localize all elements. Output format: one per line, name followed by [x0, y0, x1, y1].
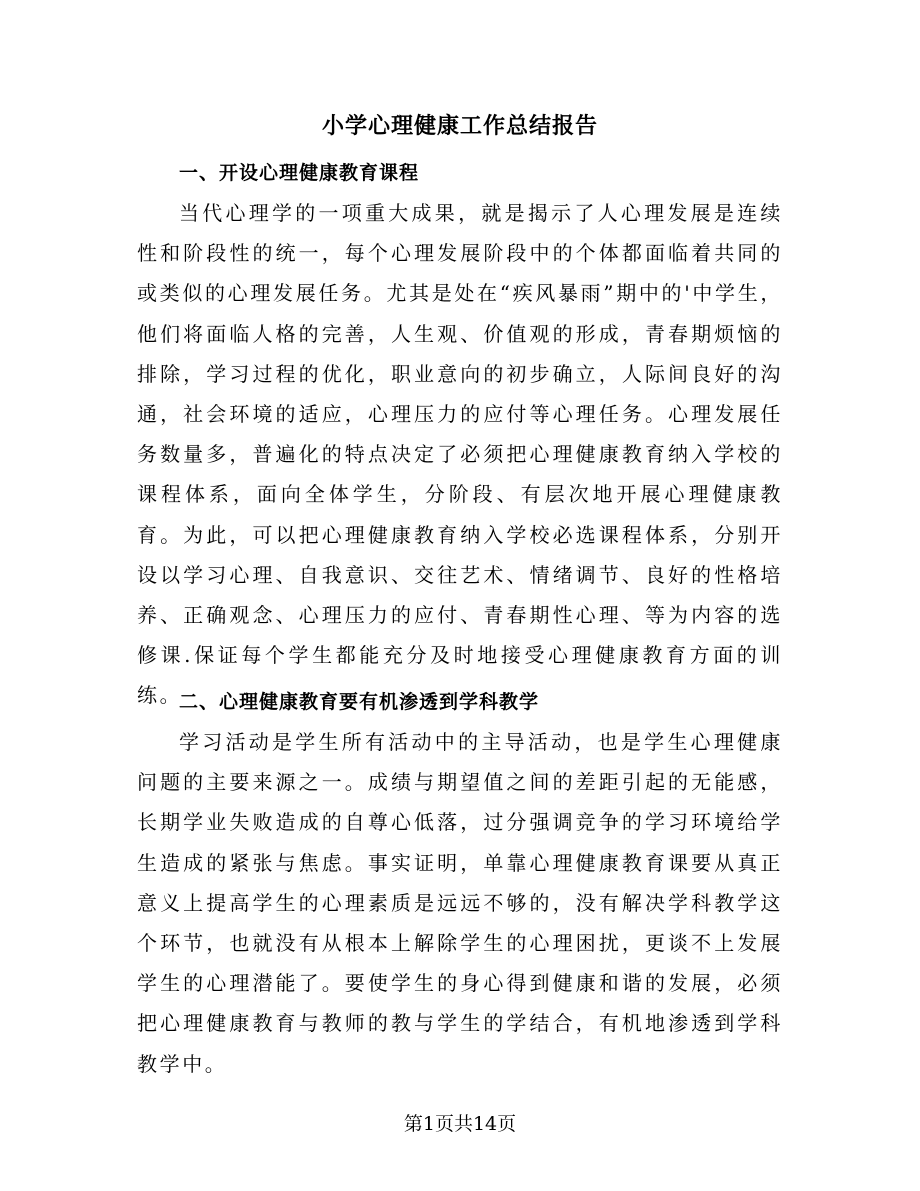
page-title: 小学心理健康工作总结报告 [321, 113, 598, 139]
section-paragraph: 当代心理学的一项重大成果，就是揭示了人心理发展是连续性和阶段性的统一，每个心理发展阶段中的个体都面临着共同的或类似的心理发展任务。尤其是处在“疾风暴雨”期中的'中学生，他们将面临人格的完善，人生观、价值观的形成，青春期烦恼的排除，学习过程的优化，职业意向的初步确立，人际间良好的沟通，社会环境的适应，心理压力的应付等心理任务。心理发展任务数量多，普遍化的特点决定了必须把心理健康教育纳入学校的课程体系，面向全体学生，分阶段、有层次地开展心理健康教育。为此，可以把心理健康教育纳入学校必选课程体系，分别开设以学习心理、自我意识、交往艺术、情绪调节、良好的性格培养、正确观念、心理压力的应付、青春期性心理、等为内容的选修课.保证每个学生都能充分及时地接受心理健康教育方面的训练。 [137, 201, 783, 708]
section-1 [137, 153, 783, 716]
section-heading: 二、心理健康教育要有机渗透到学科教学 [179, 691, 540, 713]
section-heading: 一、开设心理健康教育课程 [179, 162, 420, 184]
section-2 [137, 682, 783, 1084]
section-paragraph: 学习活动是学生所有活动中的主导活动，也是学生心理健康问题的主要来源之一。成绩与期望值之间的差距引起的无能感，长期学业失败造成的自尊心低落，过分强调竞争的学习环境给学生造成的紧张与焦虑。事实证明，单靠心理健康教育课要从真正意义上提高学生的心理素质是远远不够的，没有解决学科教学这个环节，也就没有从根本上解除学生的心理困扰，更谈不上发展学生的心理潜能了。要使学生的身心得到健康和谐的发展，必须把心理健康教育与教师的教与学生的学结合，有机地渗透到学科教学中。 [137, 730, 783, 1076]
page-number: 第1页共14页 [403, 1113, 517, 1135]
